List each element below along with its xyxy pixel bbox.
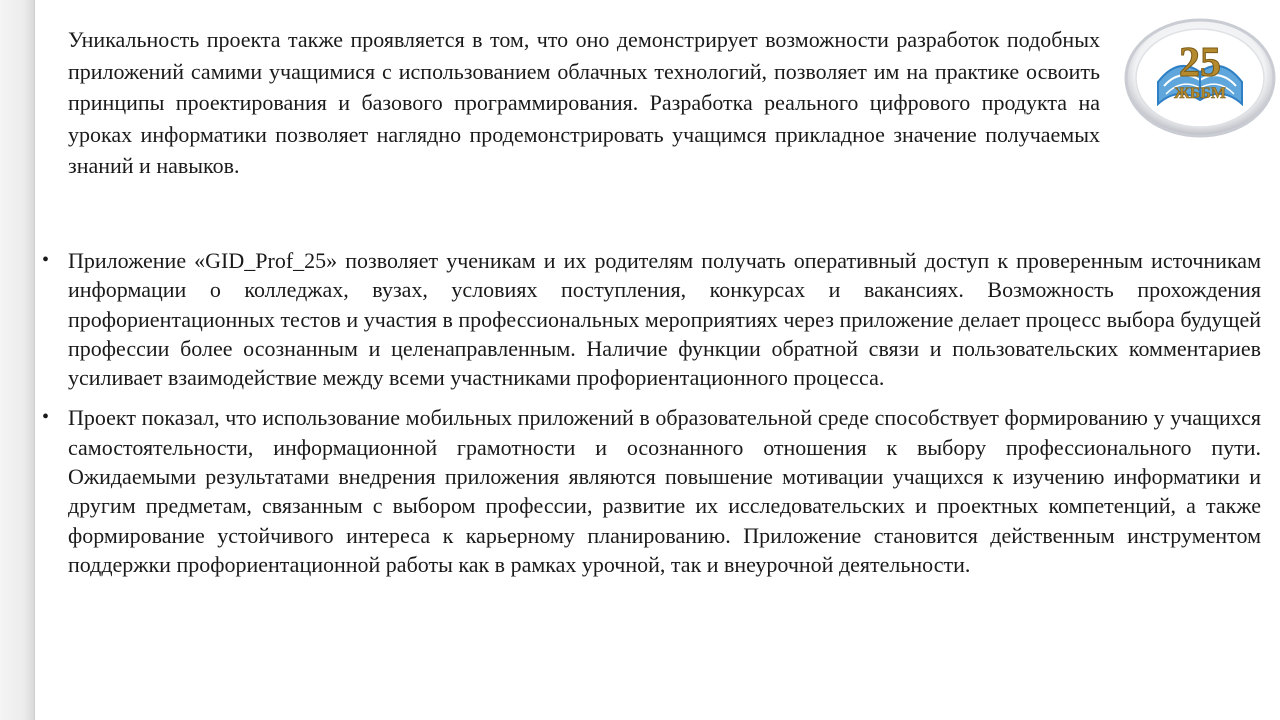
bullet-icon: • — [42, 249, 50, 271]
list-item — [42, 246, 1261, 392]
intro-paragraph: Уникальность проекта также проявляется в том, что оно демонстрирует возможности разработок подобных приложений самими учащимися с использованием облачных технологий, позволяет им на практике освоить принципы проектирования и базового программирования. Разработка реального цифрового продукта на уроках информатики позволяет наглядно продемонстрировать учащимся прикладное значение получаемых знаний и навыков. — [68, 27, 1100, 178]
bullet-text: Проект показал, что использование мобильных приложений в образовательной среде способствует формированию у учащихся самостоятельности, информационной грамотности и осознанного отношения к выбору профессионального пути. Ожидаемыми результатами внедрения приложения являются повышение мотивации учащихся к изучению информатики и другим предметам, связанным с выбором профессии, развитие их исследовательских и проектных компетенций, а также формирование устойчивого интереса к карьерному планированию. Приложение становится действенным инструментом поддержки профориентационной работы как в рамках урочной, так и внеурочной деятельности. — [68, 405, 1261, 577]
bullet-icon: • — [42, 406, 50, 429]
logo-letters: ЖББМ — [1173, 85, 1227, 102]
school-logo — [1120, 16, 1280, 140]
slide-side-stripe — [0, 0, 35, 720]
bullet-list — [42, 246, 1261, 590]
logo-number: 25 — [1179, 40, 1221, 86]
bullet-text: Приложение «GID_Prof_25» позволяет ученикам и их родителям получать оперативный доступ к проверенным источникам информации о колледжах, вузах, условиях поступления, конкурсах и вакансиях. Возможность прохождения профориентационных тестов и участия в профессиональных мероприятиях через приложение делает процесс выбора будущей профессии более осознанным и целенаправленным. Наличие функции обратной связи и пользовательских комментариев усиливает взаимодействие между всеми участниками профориентационного процесса. — [68, 248, 1261, 391]
list-item — [42, 403, 1261, 579]
